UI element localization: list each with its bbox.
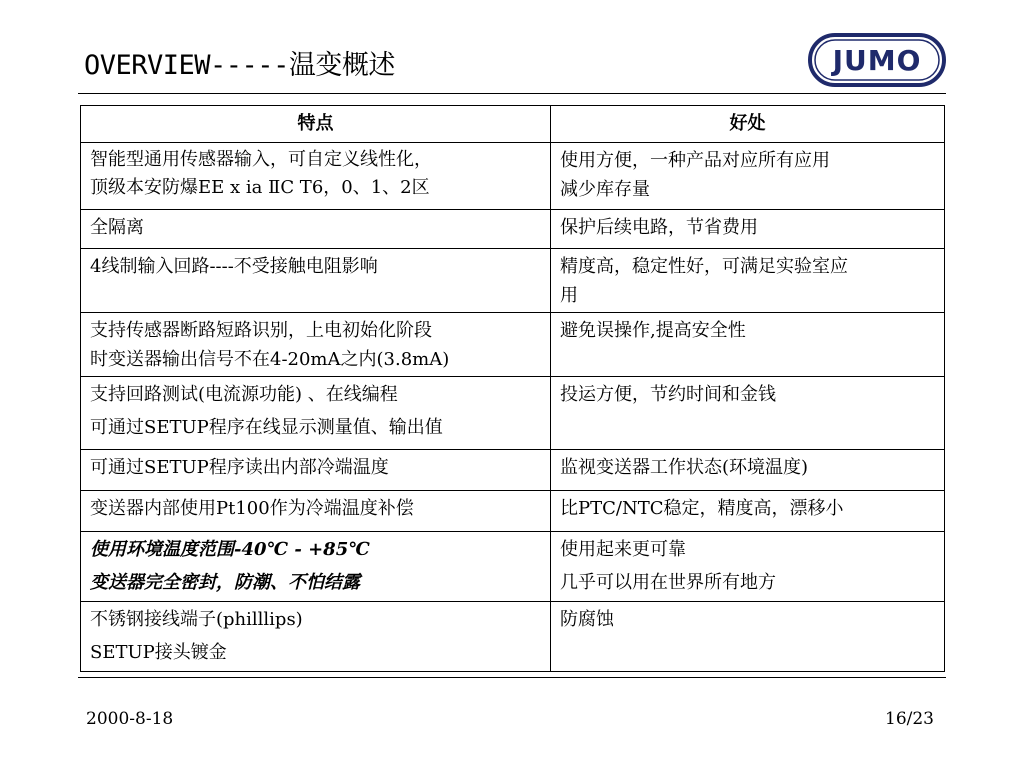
benefit-cell xyxy=(551,210,945,249)
benefit-line: 防腐蚀 xyxy=(560,609,614,630)
feature-cell xyxy=(81,143,551,210)
table-row xyxy=(81,313,945,377)
benefit-line: 几乎可以用在世界所有地方 xyxy=(560,572,776,593)
feature-line: 使用环境温度范围-40℃ - +85℃ xyxy=(90,539,370,560)
feature-cell xyxy=(81,491,551,532)
overview-table xyxy=(80,105,945,672)
benefit-line: 减少库存量 xyxy=(560,179,650,200)
header-rule xyxy=(78,93,946,94)
benefit-cell xyxy=(551,377,945,450)
benefit-line: 精度高，稳定性好，可满足实验室应 xyxy=(560,256,848,277)
footer-date: 2000-8-18 xyxy=(86,709,174,729)
feature-line: 智能型通用传感器输入，可自定义线性化， xyxy=(90,149,432,170)
table-row xyxy=(81,450,945,491)
table-row xyxy=(81,532,945,602)
table-row xyxy=(81,249,945,313)
feature-cell xyxy=(81,532,551,602)
slide-title: OVERVIEW-----温变概述 xyxy=(84,50,395,81)
feature-cell xyxy=(81,450,551,491)
feature-cell xyxy=(81,313,551,377)
benefit-line: 比PTC/NTC稳定，精度高，漂移小 xyxy=(560,498,844,519)
feature-line: 变送器内部使用Pt100作为冷端温度补偿 xyxy=(90,498,414,519)
feature-cell xyxy=(81,210,551,249)
table-row xyxy=(81,210,945,249)
table-row xyxy=(81,491,945,532)
feature-line: 支持回路测试(电流源功能) 、在线编程 xyxy=(90,384,398,405)
feature-line: 顶级本安防爆EE x ia ⅡC T6，0、1、2区 xyxy=(90,177,430,198)
jumo-logo-text: JUMO xyxy=(832,44,922,77)
feature-line: 全隔离 xyxy=(90,217,144,238)
feature-line: 可通过SETUP程序读出内部冷端温度 xyxy=(90,457,389,478)
benefit-line: 投运方便，节约时间和金钱 xyxy=(560,384,776,405)
feature-line: 变送器完全密封，防潮、不怕结露 xyxy=(90,572,360,593)
feature-line: 4线制输入回路----不受接触电阻影响 xyxy=(90,256,378,277)
table-row xyxy=(81,143,945,210)
table-row xyxy=(81,602,945,672)
benefit-line: 保护后续电路，节省费用 xyxy=(560,217,758,238)
benefit-cell xyxy=(551,491,945,532)
benefit-cell xyxy=(551,532,945,602)
feature-line: 支持传感器断路短路识别，上电初始化阶段 xyxy=(90,320,432,341)
table-header-row xyxy=(81,106,945,143)
benefit-cell xyxy=(551,313,945,377)
jumo-logo xyxy=(808,33,946,87)
column-header-features: 特点 xyxy=(81,106,551,143)
benefit-line: 用 xyxy=(560,285,578,306)
feature-line: 不锈钢接线端子(philllips) xyxy=(90,609,303,630)
column-header-benefits: 好处 xyxy=(551,106,945,143)
page-number: 16/23 xyxy=(885,709,934,729)
footer-rule xyxy=(78,677,946,678)
benefit-line: 使用起来更可靠 xyxy=(560,539,686,560)
feature-line: 时变送器输出信号不在4-20mA之内(3.8mA) xyxy=(90,349,450,370)
feature-cell xyxy=(81,602,551,672)
benefit-cell xyxy=(551,249,945,313)
benefit-cell xyxy=(551,143,945,210)
benefit-cell xyxy=(551,602,945,672)
feature-cell xyxy=(81,377,551,450)
feature-line: 可通过SETUP程序在线显示测量值、输出值 xyxy=(90,417,443,438)
feature-cell xyxy=(81,249,551,313)
benefit-line: 监视变送器工作状态(环境温度) xyxy=(560,457,809,478)
benefit-line: 使用方便，一种产品对应所有应用 xyxy=(560,150,830,171)
table-row xyxy=(81,377,945,450)
benefit-line: 避免误操作,提高安全性 xyxy=(560,320,746,341)
benefit-cell xyxy=(551,450,945,491)
feature-line: SETUP接头镀金 xyxy=(90,642,227,663)
